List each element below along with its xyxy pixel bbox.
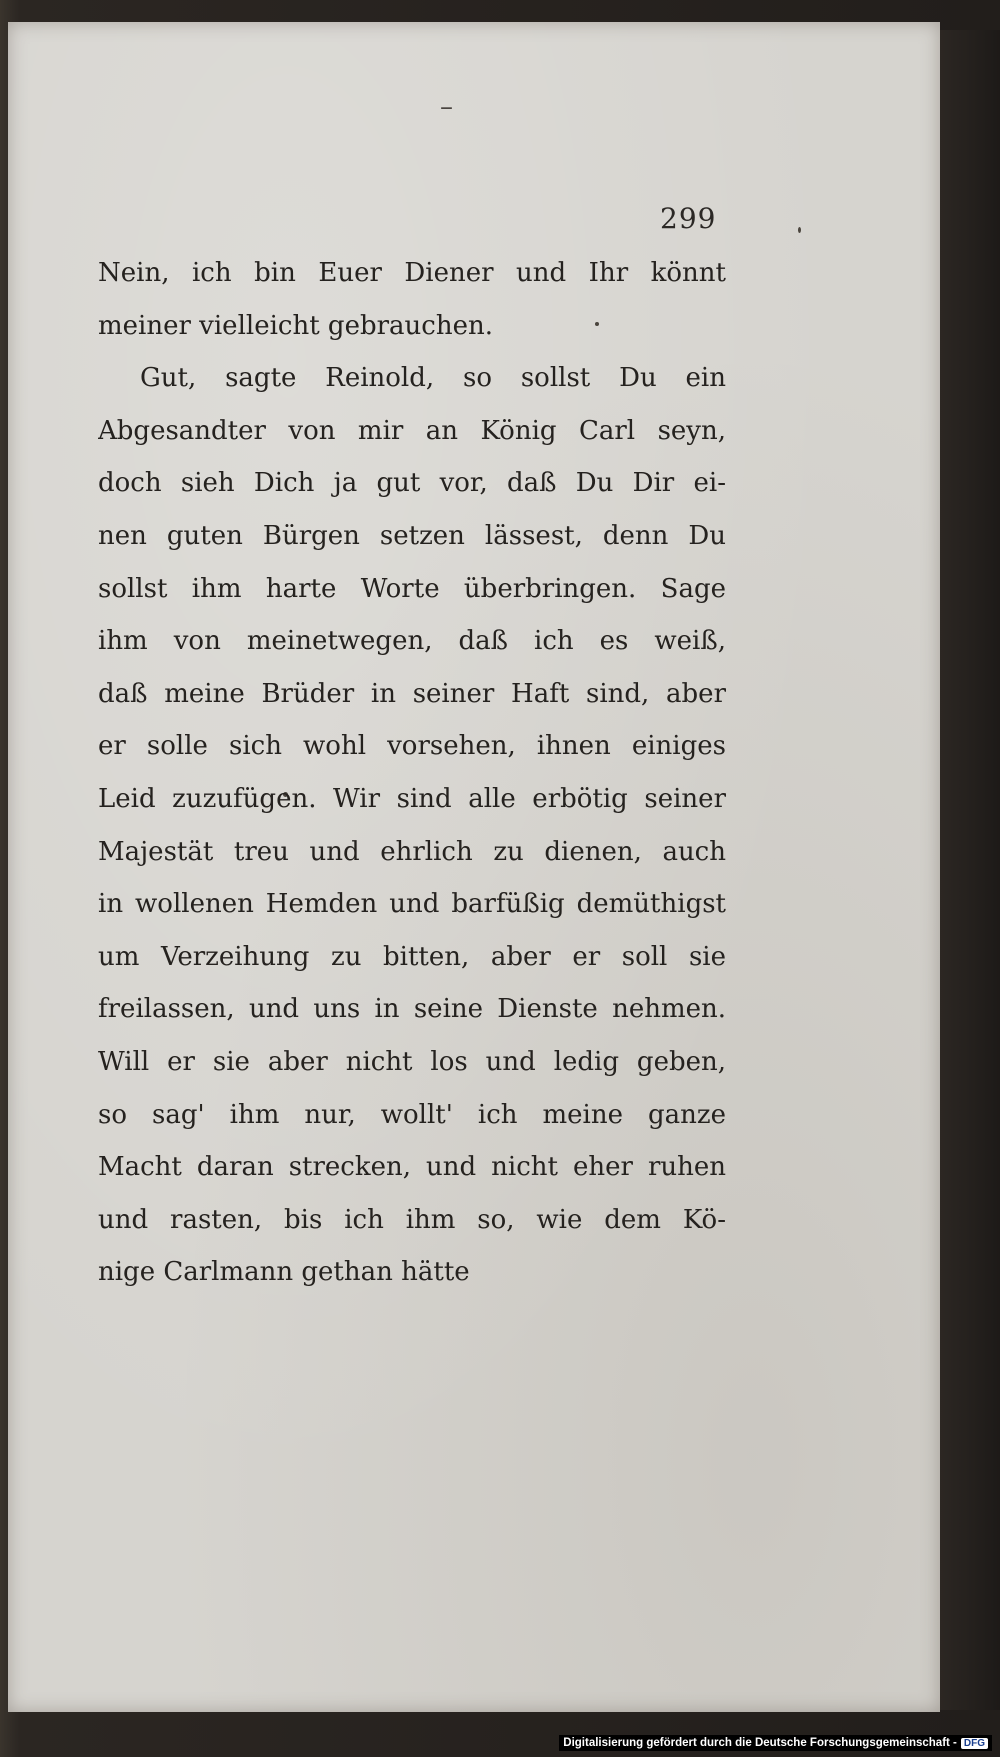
text-line: Will er sie aber nicht los und ledig geben, <box>98 1046 726 1077</box>
text-line: Abgesandter von mir an König Carl seyn, <box>98 415 726 446</box>
paper-speck <box>798 227 801 233</box>
text-line: so sag' ihm nur, wollt' ich meine ganze <box>98 1099 726 1130</box>
page-number: 299 <box>660 202 717 235</box>
text-line: doch sieh Dich ja gut vor, daß Du Dir ei- <box>98 468 726 499</box>
text-line: er solle sich wohl vorsehen, ihnen einiges <box>98 731 726 762</box>
text-line: Leid zuzufügen. Wir sind alle erbötig seiner <box>98 783 726 814</box>
text-line: Majestät treu und ehrlich zu dienen, auch <box>98 836 726 867</box>
text-line: Nein, ich bin Euer Diener und Ihr könnt <box>98 258 726 288</box>
running-head: – <box>440 92 453 122</box>
text-line: nige Carlmann gethan hätte <box>98 1257 470 1288</box>
book-edge <box>940 30 1000 1710</box>
text-line: Gut, sagte Reinold, so sollst Du ein <box>140 363 726 394</box>
text-line: meiner vielleicht gebrauchen. <box>98 310 493 341</box>
text-line: und rasten, bis ich ihm so, wie dem Kö- <box>98 1204 726 1235</box>
body-text <box>98 247 726 1299</box>
text-line: daß meine Brüder in seiner Haft sind, aber <box>98 678 726 709</box>
dfg-logo: DFG <box>961 1738 988 1749</box>
text-line: ihm von meinetwegen, daß ich es weiß, <box>98 626 726 657</box>
text-line: Macht daran strecken, und nicht eher ruhen <box>98 1152 726 1183</box>
text-line: sollst ihm harte Worte überbringen. Sage <box>98 573 726 604</box>
text-line: um Verzeihung zu bitten, aber er soll sie <box>98 941 726 972</box>
text-line: in wollenen Hemden und barfüßig demüthigst <box>98 889 726 920</box>
text-line: freilassen, und uns in seine Dienste nehmen. <box>98 994 726 1025</box>
text-line: nen guten Bürgen setzen lässest, denn Du <box>98 520 726 551</box>
digitization-credit <box>559 1735 992 1751</box>
credit-text: Digitalisierung gefördert durch die Deutsche Forschungsgemeinschaft - <box>563 1737 957 1749</box>
